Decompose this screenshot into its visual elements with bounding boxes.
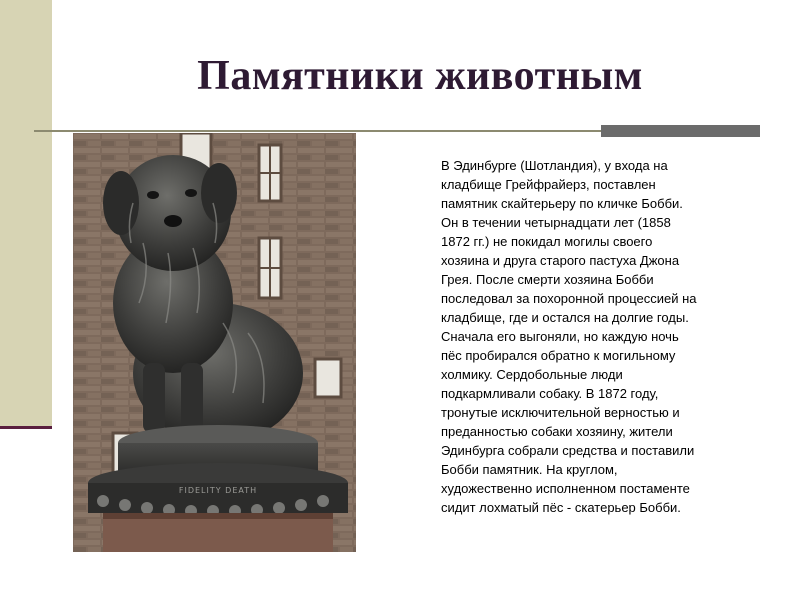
- body-line: подкармливали собаку. В 1872 году,: [441, 386, 659, 401]
- body-line: пёс пробирался обратно к могильному: [441, 348, 676, 363]
- body-line: 1872 гг.) не покидал могилы своего: [441, 234, 653, 249]
- bobby-statue-photo: [73, 133, 356, 552]
- body-line: кладбище Грейфрайерз, поставлен: [441, 177, 656, 192]
- body-line: сидит лохматый пёс - скатерьер Бобби.: [441, 500, 681, 515]
- body-line: холмику. Сердобольные люди: [441, 367, 623, 382]
- body-line: хозяина и друга старого пастуха Джона: [441, 253, 680, 268]
- body-line: художественно исполненном постаменте: [441, 481, 690, 496]
- side-accent-line: [0, 426, 52, 429]
- body-line: последовал за похоронной процессией на: [441, 291, 697, 306]
- body-line: Бобби памятник. На круглом,: [441, 462, 618, 477]
- body-line: кладбище, где и остался на долгие годы.: [441, 310, 689, 325]
- slide-body-text: [441, 156, 761, 517]
- body-line: Грея. После смерти хозяина Бобби: [441, 272, 654, 287]
- slide-title: Памятники животным: [197, 53, 643, 99]
- body-line: В Эдинбурге (Шотландия), у входа на: [441, 158, 668, 173]
- body-line: Эдинбурга собрали средства и поставили: [441, 443, 695, 458]
- body-line: Он в течении четырнадцати лет (1858: [441, 215, 671, 230]
- body-line: памятник скайтерьеру по кличке Бобби.: [441, 196, 683, 211]
- plinth-inscription: FIDELITY DEATH: [178, 486, 258, 495]
- divider-accent-block: [601, 125, 760, 137]
- body-line: Сначала его выгоняли, но каждую ночь: [441, 329, 679, 344]
- body-line: преданностью собаки хозяину, жители: [441, 424, 673, 439]
- body-line: тронутые исключительной верностью и: [441, 405, 680, 420]
- side-decor-band: [0, 0, 52, 428]
